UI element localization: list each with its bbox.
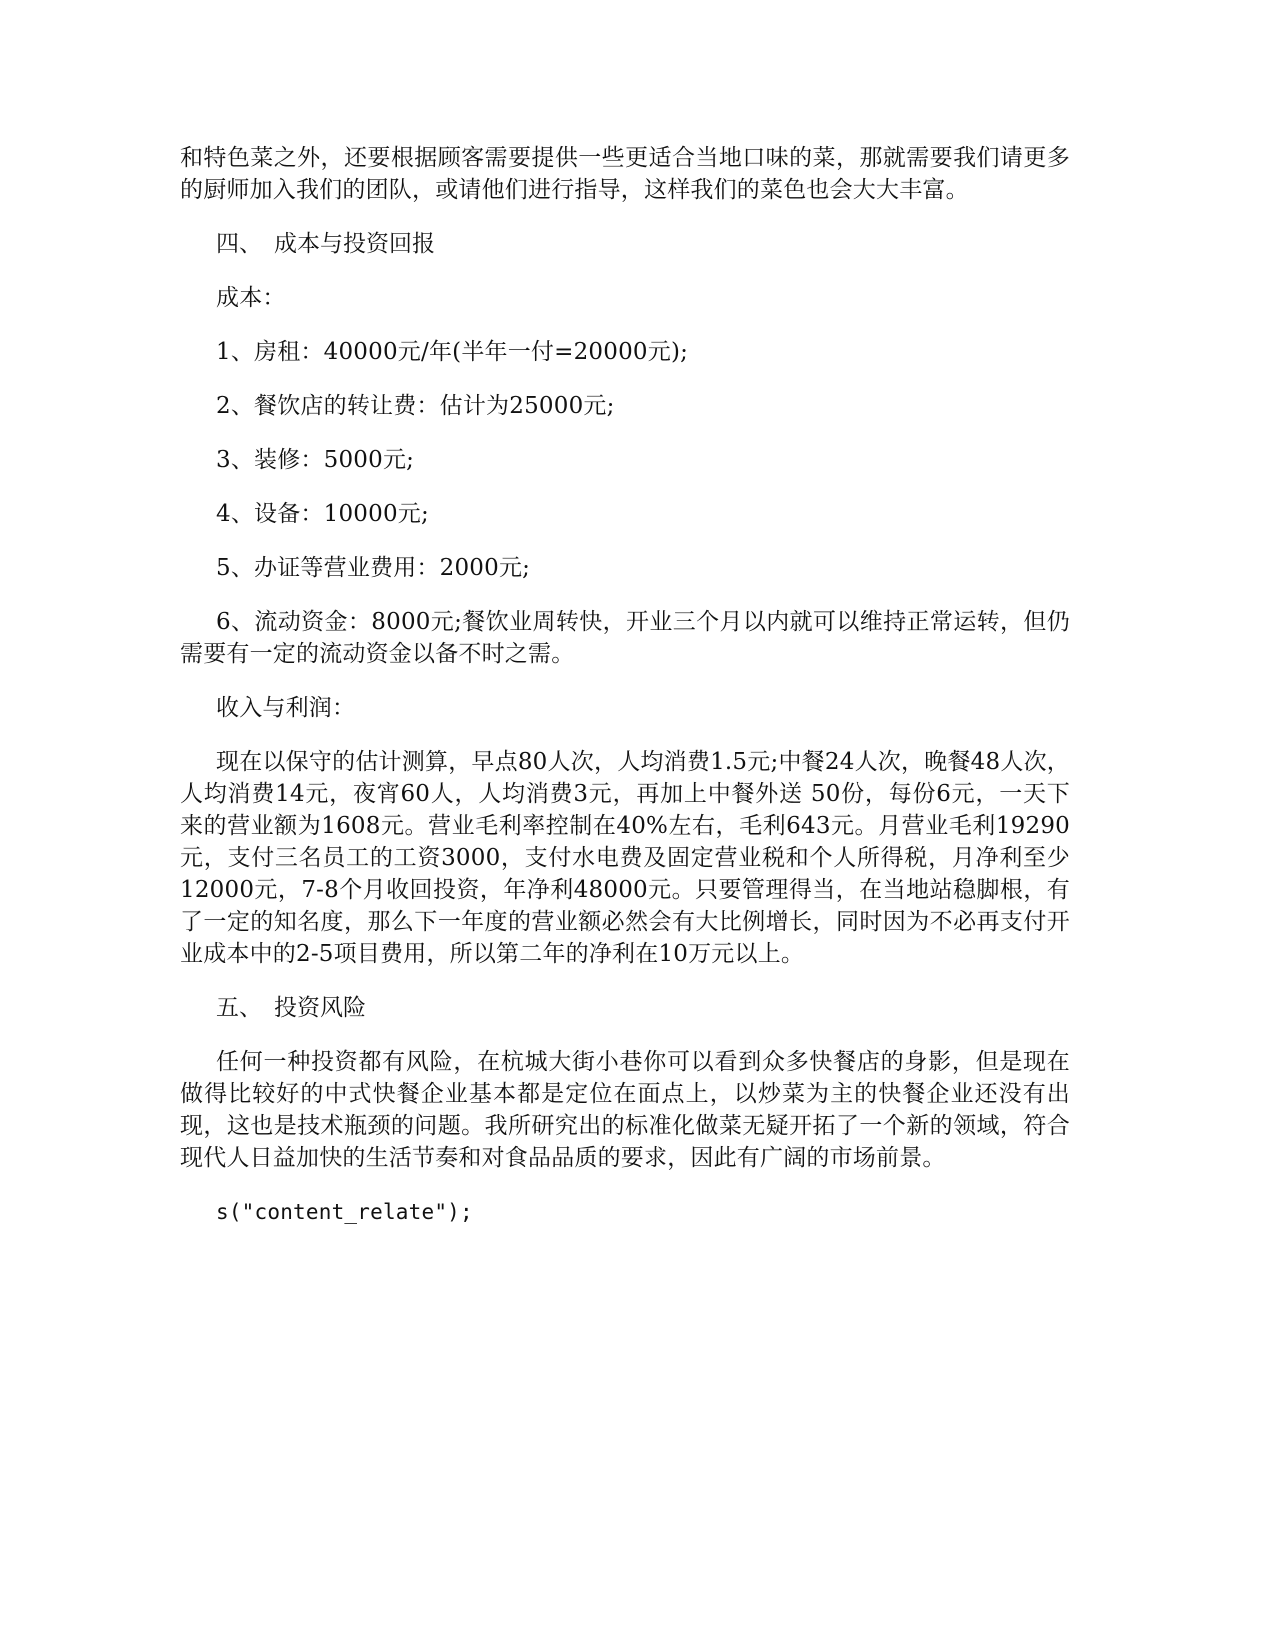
intro-paragraph: 和特色菜之外，还要根据顾客需要提供一些更适合当地口味的菜，那就需要我们请更多的厨师加入我们的团队，或请他们进行指导，这样我们的菜色也会大大丰富。	[180, 145, 1070, 203]
section-4-number: 四、	[216, 231, 262, 257]
document-page	[180, 142, 1070, 1228]
risk-paragraph: 任何一种投资都有风险，在杭城大街小巷你可以看到众多快餐店的身影，但是现在做得比较好的中式快餐企业基本都是定位在面点上，以炒菜为主的快餐企业还没有出现，这也是技术瓶颈的问题。我所研究出的标准化做菜无疑开拓了一个新的领域，符合现代人日益加快的生活节奏和对食品品质的要求，因此有广阔的市场前景。	[180, 1049, 1070, 1171]
section-4-heading	[180, 228, 1070, 260]
cost-item-4: 4、设备：10000元;	[216, 501, 429, 527]
cost-item-6: 6、流动资金：8000元;餐饮业周转快，开业三个月以内就可以维持正常运转，但仍需要有一定的流动资金以备不时之需。	[180, 609, 1070, 667]
cost-item-2: 2、餐饮店的转让费：估计为25000元;	[216, 393, 615, 419]
script-code-line: s("content_relate");	[216, 1200, 473, 1224]
cost-item-5: 5、办证等营业费用：2000元;	[216, 555, 531, 581]
section-5-title: 投资风险	[274, 995, 366, 1021]
section-5-heading	[180, 992, 1070, 1024]
cost-item-1: 1、房租：40000元/年(半年一付=20000元);	[216, 339, 689, 365]
income-paragraph: 现在以保守的估计测算，早点80人次，人均消费1.5元;中餐24人次，晚餐48人次，人均消费14元，夜宵60人，人均消费3元，再加上中餐外送 50份，每份6元，一天下来的营业额为1608元。营业毛利率控制在40%左右，毛利643元。月营业毛利19290元，支付三名员工的工资3000，支付水电费及固定营业税和个人所得税，月净利至少12000元，7-8个月收回投资，年净利48000元。只要管理得当，在当地站稳脚根，有了一定的知名度，那么下一年度的营业额必然会有大比例增长，同时因为不必再支付开业成本中的2-5项目费用，所以第二年的净利在10万元以上。	[180, 749, 1070, 967]
section-5-number: 五、	[216, 995, 262, 1021]
cost-label: 成本：	[216, 285, 286, 311]
cost-item-3: 3、装修：5000元;	[216, 447, 415, 473]
section-4-title: 成本与投资回报	[274, 231, 435, 257]
income-label: 收入与利润：	[216, 695, 356, 721]
